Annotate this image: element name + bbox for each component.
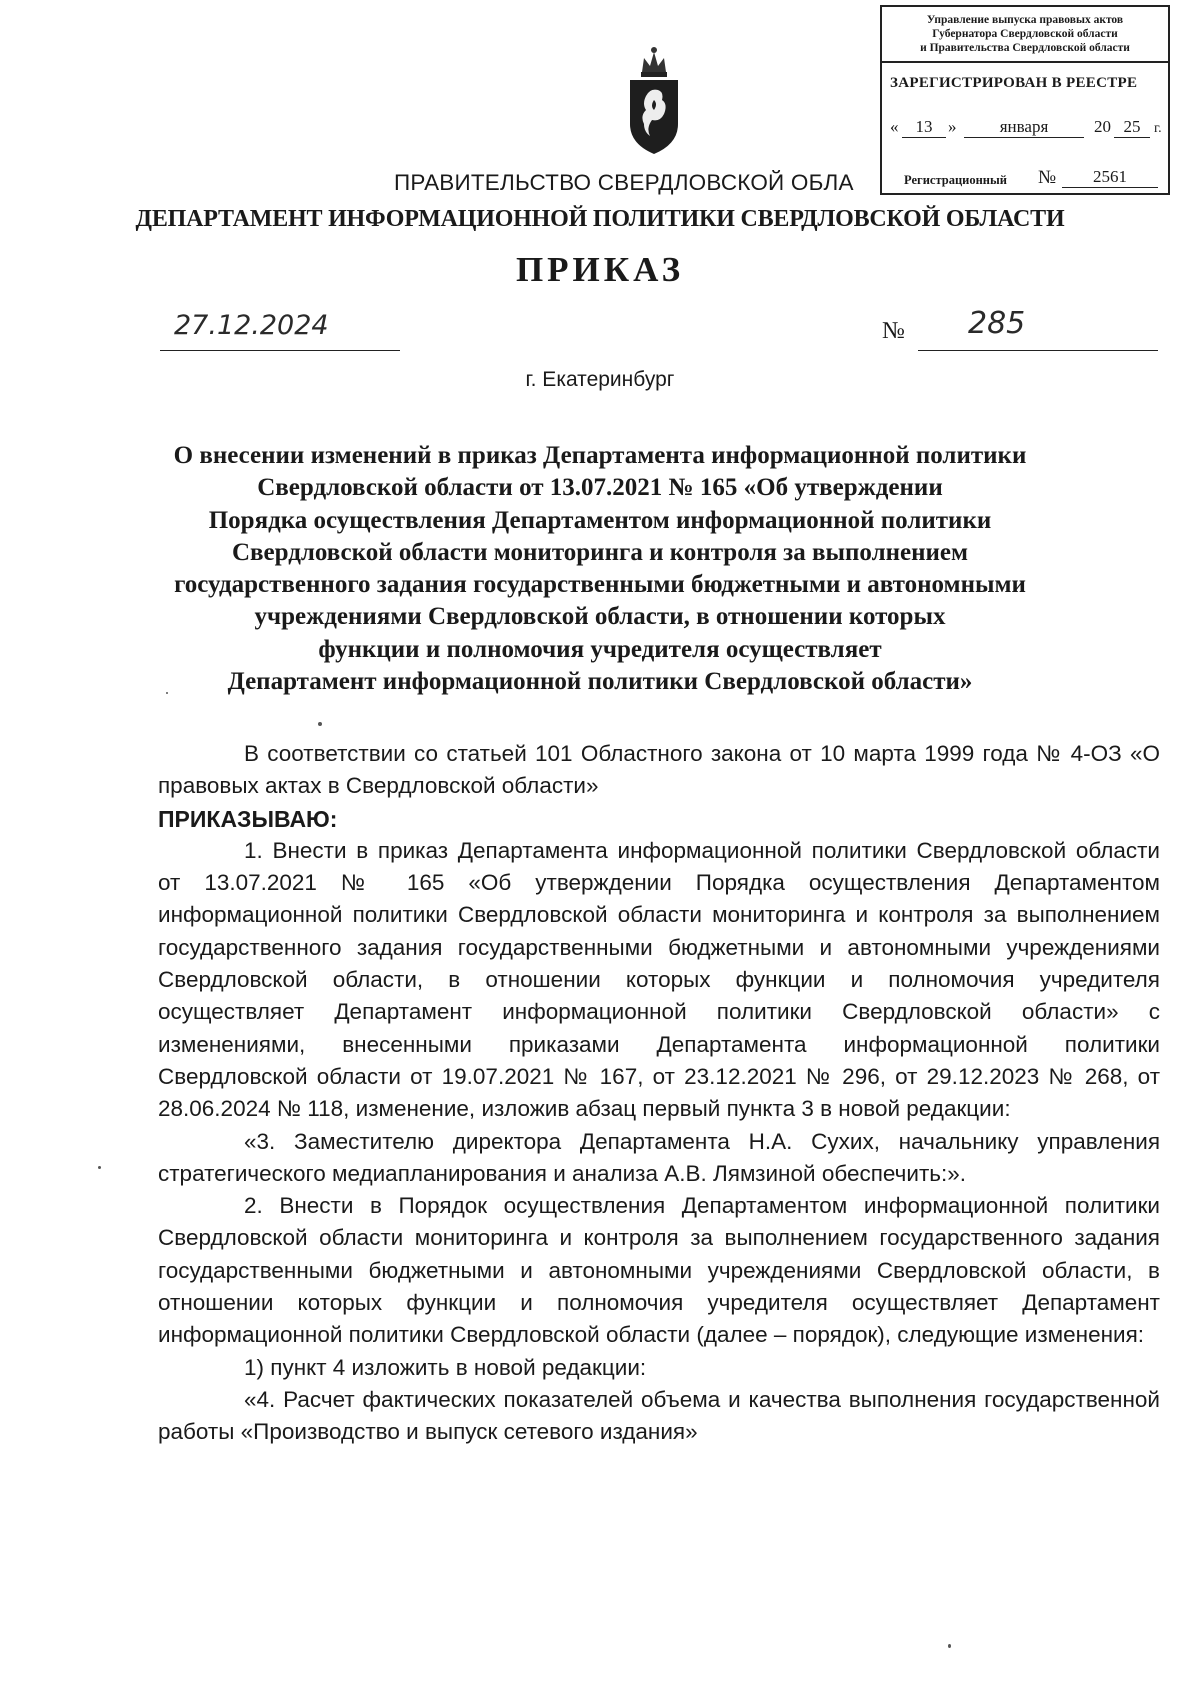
stamp-year-prefix: 20 [1094,117,1111,136]
item-2-paragraph: 2. Внести в Порядок осуществления Департаментом информационной политики Свердловской области мониторинга и контроля за выполнением государственного задания государственными бюджетными и автономными учреждениями Свердловской области, в отношении которых функции и полномочия учредителя осуществляет Департамент информационной политики Свердловской области (далее – порядок), следующие изменения: [158,1193,1160,1348]
order-title [140,440,1060,698]
stamp-org-line: Губернатора Свердловской области [932,28,1118,40]
order-body [158,738,1160,1449]
preamble-paragraph: В соответствии со статьей 101 Областного закона от 10 марта 1999 года № 4-ОЗ «О правовых актах в Свердловской области» [158,741,1160,799]
stamp-year-suffix: 25 [1114,117,1150,138]
item-1-paragraph: 1. Внести в приказ Департамента информационной политики Свердловской области от 13.07.2021 № 165 «Об утверждении Порядка осуществления Департаментом информационной политики Свердловской области мониторинга и контроля за выполнением государственного задания государственными бюджетными и автономными учреждениями Свердловской области, в отношении которых функции и полномочия учредителя осуществляет Департамент информационной политики Свердловской области» с изменениями, внесенными приказами Департамента информационной политики Свердловской области от 19.07.2021 № 167, от 23.12.2021 № 296, от 29.12.2023 № 268, от 28.06.2024 № 118, изменение, изложив абзац первый пункта 3 в новой редакции: [158,837,1160,1122]
order-keyword: ПРИКАЗЫВАЮ: [158,805,338,832]
scan-speck [948,1644,951,1648]
stamp-close-quote: » [948,117,957,136]
stamp-reg-number: 2561 [1062,167,1158,188]
coat-of-arms-icon [624,44,684,156]
title-line: учреждениями Свердловской области, в отношении которых [254,603,946,631]
stamp-organization [882,7,1168,63]
title-line: Свердловской области от 13.07.2021 № 165 «Об утверждении [257,474,943,502]
stamp-org-line: и Правительства Свердловской области [920,42,1130,54]
scan-speck [166,692,168,694]
stamp-date [890,117,1170,143]
stamp-reg-sign: № [1038,167,1057,188]
title-line: О внесении изменений в приказ Департамента информационной политики [173,442,1027,469]
subitem-1-paragraph: 1) пункт 4 изложить в новой редакции: [244,1354,647,1380]
order-number: 285 [968,306,1026,341]
stamp-year-unit: г. [1154,121,1162,136]
item-1-quote-paragraph: «3. Заместителю директора Департамента Н.А. Сухих, начальнику управления стратегического медиапланирования и анализа А.В. Лямзиной обеспечить:». [158,1128,1160,1186]
order-number-sign: № [882,318,905,344]
stamp-open-quote: « [890,117,899,136]
city: г. Екатеринбург [525,368,675,391]
stamp-org-line: Управление выпуска правовых актов [926,14,1124,26]
title-line: Департамент информационной политики Свердловской области» [227,668,973,696]
stamp-registered-label: ЗАРЕГИСТРИРОВАН В РЕЕСТРЕ [890,75,1138,91]
order-date-field [160,310,400,351]
government-header: ПРАВИТЕЛЬСТВО СВЕРДЛОВСКОЙ ОБЛА [394,170,854,195]
stamp-reg-label: Регистрационный [904,173,1007,187]
document-type: ПРИКАЗ [515,250,685,289]
stamp-day: 13 [902,117,946,138]
scan-speck [98,1166,101,1169]
subitem-1-quote-paragraph: «4. Расчет фактических показателей объема и качества выполнения государственной работы «Производство и выпуск сетевого издания» [158,1386,1160,1445]
title-line: Порядка осуществления Департаментом информационной политики [208,506,992,534]
registration-stamp [880,5,1170,195]
title-line: Свердловской области мониторинга и контроля за выполнением [231,538,969,566]
title-line: государственного задания государственными бюджетными и автономными [174,571,1026,599]
order-date: 27.12.2024 [174,310,329,341]
scan-speck [318,722,322,726]
stamp-month: января [964,117,1084,138]
order-number-field [918,306,1158,351]
stamp-registration-number [904,167,1164,191]
department-header: ДЕПАРТАМЕНТ ИНФОРМАЦИОННОЙ ПОЛИТИКИ СВЕРДЛОВСКОЙ ОБЛАСТИ [135,206,1065,232]
title-line: функции и полномочия учредителя осуществляет [318,635,882,663]
